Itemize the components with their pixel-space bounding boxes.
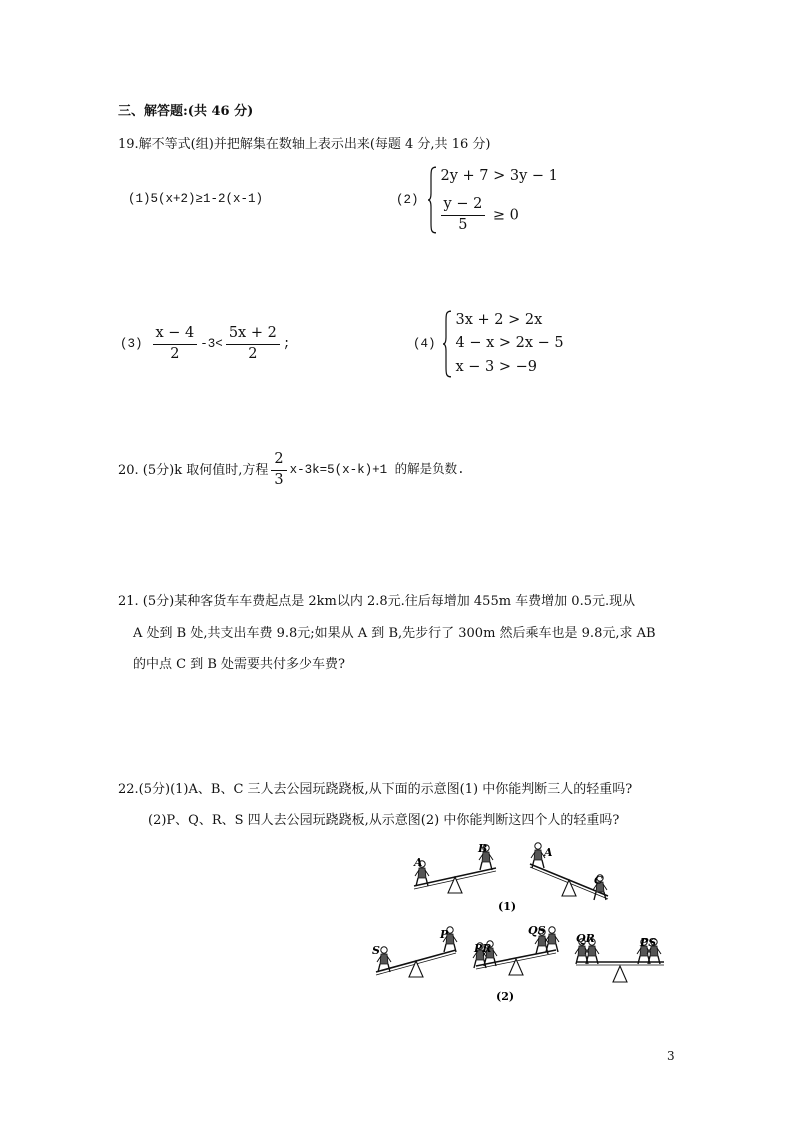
q21-line3: 的中点 C 到 B 处需要共付多少车费? — [133, 657, 345, 672]
q20-post: x-3k=5(x-k)+1 的解是负数. — [289, 462, 465, 477]
q19-part2 — [396, 166, 558, 234]
q19-prompt: 19.解不等式(组)并把解集在数轴上表示出来(每题 4 分,共 16 分) — [118, 137, 491, 152]
q19-part4-label: (4) — [413, 336, 436, 351]
q19-part2-label: (2) — [396, 192, 419, 207]
q19-part3-tail: ; — [282, 336, 291, 351]
fig1b-right-label: C — [594, 874, 603, 887]
fraction-numerator: 2 — [271, 452, 286, 471]
q22-line1: 22.(5分)(1)A、B、C 三人去公园玩跷跷板,从下面的示意图(1) 中你能判断三人的轻重吗? — [118, 782, 633, 797]
fig1a-left-label: A — [414, 856, 423, 869]
q19-part3-middle: -3< — [200, 336, 223, 351]
section-title: 三、解答题:(共 46 分) — [118, 104, 254, 119]
seesaw-1a — [413, 842, 496, 893]
q19-part4-system — [442, 310, 564, 378]
fraction-denominator: 2 — [170, 345, 180, 362]
q19-part3-label: (3) — [120, 336, 143, 351]
q19-part4-eq3: x − 3 > −9 — [455, 358, 538, 375]
fig2c-right-label: PS — [640, 936, 657, 949]
fraction-numerator: x − 4 — [153, 326, 198, 345]
left-brace-icon — [442, 310, 452, 378]
fraction-denominator: 5 — [458, 217, 468, 234]
fraction-denominator: 2 — [248, 345, 258, 362]
fig2b-left-label: PR — [474, 942, 492, 955]
fig1a-right-label: B — [478, 842, 488, 855]
q19-part2-eq1: 2y + 7 > 3y − 1 — [440, 168, 558, 184]
seesaw-figure — [368, 838, 678, 1010]
q19-part2-eq2 — [441, 197, 558, 234]
q20-pre: 20. (5分)k 取何值时,方程 — [118, 462, 269, 478]
q19-part2-eq2-tail: ≥ 0 — [492, 207, 519, 224]
left-brace-icon — [427, 166, 437, 234]
fig2c-left-label: QR — [576, 932, 595, 945]
q21-line1: 21. (5分)某种客货车车费起点是 2km以内 2.8元.往后每增加 455m 车费增加 0.5元.现从 — [118, 594, 636, 609]
q19-part4-eq2: 4 − x > 2x − 5 — [455, 335, 564, 352]
fraction-denominator: 3 — [274, 471, 284, 488]
q19-part4-eq1: 3x + 2 > 2x — [455, 312, 543, 328]
seesaw-illustration — [368, 838, 678, 1010]
q19-part4 — [413, 310, 564, 378]
q21-line2: A 处到 B 处,共支出车费 9.8元;如果从 A 到 B,先步行了 300m 然后乘车也是 9.8元,求 AB — [133, 626, 656, 641]
seesaw-2b — [473, 924, 559, 975]
seesaw-1b — [530, 843, 608, 900]
page-number: 3 — [667, 1049, 675, 1063]
seesaw-2a — [372, 927, 457, 977]
figure-caption-2: (2) — [496, 990, 515, 1003]
q20 — [118, 452, 465, 489]
q22-line2: (2)P、Q、R、S 四人去公园玩跷跷板,从示意图(2) 中你能判断这四个人的轻重吗? — [148, 813, 620, 828]
q19-part1: (1)5(x+2)≥1-2(x-1) — [128, 192, 264, 206]
q19-part3 — [120, 326, 290, 363]
fraction-numerator: y − 2 — [441, 197, 486, 216]
fig2a-right-label: P — [440, 928, 449, 941]
seesaw-2c — [575, 932, 664, 982]
fig2b-right-label: QS — [528, 924, 546, 937]
fig2a-left-label: S — [372, 944, 380, 957]
q19-part2-system — [427, 166, 558, 234]
figure-caption-1: (1) — [498, 900, 517, 913]
fraction-numerator: 5x + 2 — [226, 326, 280, 345]
fig1b-left-label: A — [544, 846, 553, 859]
